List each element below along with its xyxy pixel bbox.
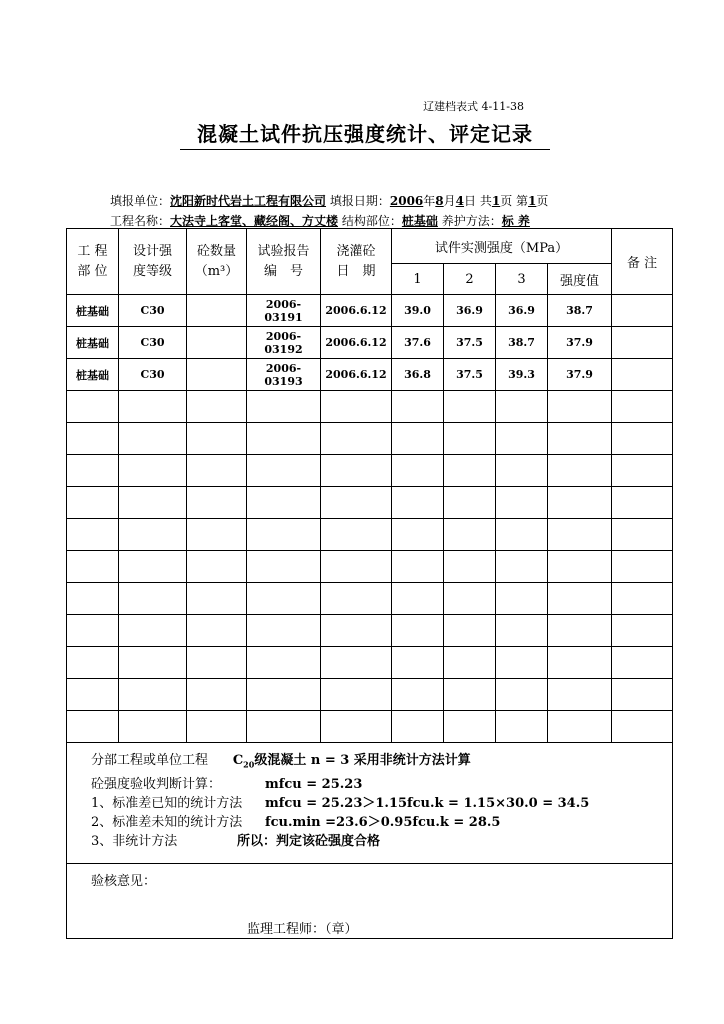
header-s3: 3 [496,264,548,295]
empty-cell [548,711,612,743]
date-label: 填报日期： [329,194,390,208]
cell-volume [187,295,247,327]
curing-label: 养护方法： [441,214,502,228]
cell-volume [187,359,247,391]
empty-cell [247,391,321,423]
info-line-1 [110,192,548,209]
empty-row [67,551,673,583]
empty-row [67,423,673,455]
empty-cell [392,519,444,551]
empty-cell [119,711,187,743]
empty-cell [444,423,496,455]
empty-cell [548,551,612,583]
empty-cell [392,455,444,487]
empty-cell [444,679,496,711]
header-row-1 [67,229,673,264]
empty-cell [187,711,247,743]
table-row [67,327,673,359]
empty-cell [187,647,247,679]
empty-cell [187,391,247,423]
summary-row [67,743,673,864]
empty-cell [496,391,548,423]
header-grade: 设计强 度等级 [119,229,187,295]
empty-cell [548,679,612,711]
project-label: 工程名称： [110,214,171,228]
cell-report: 2006-03192 [247,327,321,359]
page-suffix: 页 [536,194,549,208]
summary-line-5 [91,832,672,851]
summary-line-4 [91,813,672,832]
empty-cell [548,423,612,455]
summary-line-2 [91,775,672,794]
header-s1: 1 [392,264,444,295]
structure-label: 结构部位： [341,214,402,228]
cell-s2: 37.5 [444,359,496,391]
day-value: 4 [455,194,465,208]
header-part: 工 程 部 位 [67,229,119,295]
summary-l1-sub: 20 [243,759,255,770]
empty-cell [187,423,247,455]
empty-cell [392,487,444,519]
empty-cell [321,679,392,711]
empty-cell [247,423,321,455]
empty-cell [247,615,321,647]
empty-cell [187,615,247,647]
table-row [67,359,673,391]
page-number: 1 [528,194,537,208]
empty-cell [67,551,119,583]
cell-s1: 39.0 [392,295,444,327]
summary-l2-label: 砼强度验收判断计算： [91,776,222,792]
empty-cell [187,583,247,615]
empty-cell [496,679,548,711]
summary-l5-label: 3、非统计方法 [91,833,178,849]
header-remarks: 备 注 [612,229,673,295]
empty-cell [247,551,321,583]
empty-cell [612,711,673,743]
empty-cell [67,455,119,487]
strength-table [66,228,673,939]
cell-grade: C30 [119,359,187,391]
empty-cell [612,647,673,679]
summary-l4-label: 2、标准差未知的统计方法 [91,814,243,830]
supervisor-signature: 监理工程师：（章） [247,922,358,937]
empty-cell [444,647,496,679]
empty-cell [119,551,187,583]
cell-grade: C30 [119,327,187,359]
empty-cell [392,679,444,711]
empty-cell [119,423,187,455]
year-suffix: 年 [423,194,436,208]
empty-cell [119,519,187,551]
empty-row [67,647,673,679]
header-strength-group: 试件实测强度（MPa） [392,229,612,264]
cell-remark [612,359,673,391]
empty-cell [187,487,247,519]
month-value: 8 [435,194,444,208]
month-suffix: 月 [443,194,456,208]
empty-cell [548,391,612,423]
empty-cell [67,391,119,423]
empty-cell [67,487,119,519]
curing-value: 标 养 [501,214,530,228]
empty-cell [67,679,119,711]
cell-report: 2006-03193 [247,359,321,391]
empty-cell [612,455,673,487]
empty-cell [321,711,392,743]
review-label: 验核意见： [91,874,157,889]
empty-cell [247,455,321,487]
empty-cell [247,583,321,615]
empty-cell [321,423,392,455]
empty-row [67,583,673,615]
cell-s2: 37.5 [444,327,496,359]
empty-row [67,711,673,743]
summary-l4-value: fcu.min =23.6＞0.95fcu.k = 28.5 [265,814,501,830]
cell-grade: C30 [119,295,187,327]
empty-row [67,519,673,551]
cell-sv: 37.9 [548,327,612,359]
empty-cell [247,487,321,519]
summary-cell [67,743,673,864]
info-line-2 [110,212,530,229]
empty-cell [444,391,496,423]
empty-cell [612,679,673,711]
empty-cell [67,519,119,551]
empty-cell [321,391,392,423]
summary-line-3 [91,794,672,813]
cell-sv: 37.9 [548,359,612,391]
empty-cell [119,391,187,423]
empty-cell [67,583,119,615]
empty-cell [444,551,496,583]
empty-cell [67,423,119,455]
empty-cell [119,455,187,487]
empty-cell [321,647,392,679]
summary-l3-value: mfcu = 25.23＞1.15fcu.k = 1.15×30.0 = 34.5 [265,795,590,811]
empty-cell [496,487,548,519]
empty-cell [247,711,321,743]
header-volume: 砼数量 （m³） [187,229,247,295]
unit-value: 沈阳新时代岩土工程有限公司 [170,194,327,208]
total-pages: 1 [491,194,501,208]
empty-cell [548,647,612,679]
empty-cell [444,519,496,551]
empty-cell [119,679,187,711]
summary-l1-value: 级混凝土 n = 3 采用非统计方法计算 [254,753,471,768]
empty-cell [187,519,247,551]
review-row [67,864,673,939]
empty-cell [612,487,673,519]
summary-l1-c: C [232,753,244,768]
empty-cell [548,615,612,647]
empty-cell [392,647,444,679]
page-title: 混凝土试件抗压强度统计、评定记录 [180,118,550,150]
cell-s3: 39.3 [496,359,548,391]
empty-cell [496,583,548,615]
empty-cell [119,647,187,679]
cell-s1: 37.6 [392,327,444,359]
unit-label: 填报单位： [110,194,171,208]
empty-cell [67,711,119,743]
review-cell [67,864,673,939]
empty-cell [612,615,673,647]
empty-cell [392,551,444,583]
empty-cell [496,711,548,743]
cell-report: 2006-03191 [247,295,321,327]
empty-cell [321,519,392,551]
empty-cell [496,615,548,647]
empty-cell [496,519,548,551]
header-strength-value: 强度值 [548,264,612,295]
empty-cell [612,391,673,423]
cell-remark [612,295,673,327]
empty-cell [392,391,444,423]
empty-cell [548,583,612,615]
empty-cell [321,615,392,647]
empty-row [67,487,673,519]
empty-cell [119,583,187,615]
cell-s1: 36.8 [392,359,444,391]
empty-cell [321,455,392,487]
empty-cell [67,647,119,679]
cell-part: 桩基础 [67,295,119,327]
empty-cell [612,583,673,615]
cell-s2: 36.9 [444,295,496,327]
cell-date: 2006.6.12 [321,295,392,327]
summary-l1-label: 分部工程或单位工程 [91,753,209,768]
page-mid: 页 第 [500,194,529,208]
empty-row [67,391,673,423]
empty-cell [444,711,496,743]
empty-cell [444,487,496,519]
header-pour-date: 浇灌砼 日 期 [321,229,392,295]
cell-remark [612,327,673,359]
empty-cell [444,455,496,487]
empty-cell [392,711,444,743]
summary-line-1 [91,751,672,775]
empty-cell [67,615,119,647]
header-report: 试验报告 编 号 [247,229,321,295]
table-row [67,295,673,327]
empty-cell [612,551,673,583]
empty-cell [548,455,612,487]
day-suffix: 日 共 [464,194,492,208]
project-value: 大法寺上客堂、藏经阁、方丈楼 [170,214,339,228]
empty-cell [119,487,187,519]
empty-cell [496,551,548,583]
empty-cell [612,423,673,455]
empty-row [67,615,673,647]
empty-cell [247,679,321,711]
empty-cell [247,647,321,679]
cell-volume [187,327,247,359]
empty-cell [496,455,548,487]
empty-cell [392,615,444,647]
empty-cell [548,519,612,551]
empty-cell [187,551,247,583]
empty-cell [321,551,392,583]
cell-date: 2006.6.12 [321,359,392,391]
empty-cell [548,487,612,519]
empty-cell [321,583,392,615]
empty-cell [247,519,321,551]
empty-cell [187,455,247,487]
empty-cell [612,519,673,551]
structure-value: 桩基础 [401,214,438,228]
empty-row [67,455,673,487]
cell-part: 桩基础 [67,359,119,391]
empty-cell [496,647,548,679]
summary-l5-value: 所以：判定该砼强度合格 [237,833,381,849]
summary-l2-value: mfcu = 25.23 [265,776,363,792]
empty-cell [496,423,548,455]
year-value: 2006 [389,194,424,208]
cell-s3: 36.9 [496,295,548,327]
empty-row [67,679,673,711]
empty-cell [321,487,392,519]
empty-cell [392,423,444,455]
form-code: 辽建档表式 4-11-38 [423,100,524,113]
empty-cell [119,615,187,647]
empty-cell [444,583,496,615]
empty-cell [187,679,247,711]
cell-sv: 38.7 [548,295,612,327]
empty-cell [392,583,444,615]
cell-part: 桩基础 [67,327,119,359]
header-s2: 2 [444,264,496,295]
empty-cell [444,615,496,647]
summary-l3-label: 1、标准差已知的统计方法 [91,795,243,811]
cell-s3: 38.7 [496,327,548,359]
cell-date: 2006.6.12 [321,327,392,359]
